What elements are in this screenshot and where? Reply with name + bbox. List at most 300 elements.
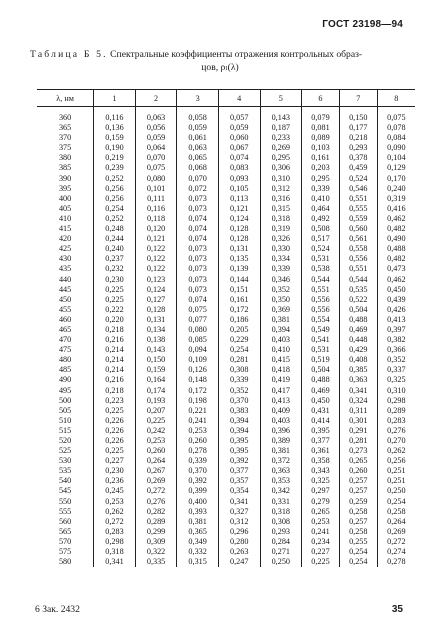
column-header-sample-1: 1 — [94, 90, 136, 107]
reflectance-cell: 0,077 — [177, 315, 219, 325]
reflectance-cell: 0,203 — [302, 163, 340, 173]
table-row — [37, 143, 415, 153]
reflectance-cell: 0,395 — [218, 446, 260, 456]
reflectance-cell: 0,229 — [218, 335, 260, 345]
reflectance-cell: 0,111 — [135, 194, 177, 204]
reflectance-cell: 0,372 — [260, 456, 302, 466]
reflectance-cell: 0,469 — [302, 386, 340, 396]
reflectance-cell: 0,143 — [260, 113, 302, 123]
table-row — [37, 174, 415, 184]
reflectance-cell: 0,301 — [339, 416, 377, 426]
reflectance-cell: 0,535 — [339, 285, 377, 295]
table-row — [37, 537, 415, 547]
reflectance-cell: 0,350 — [260, 295, 302, 305]
reflectance-cell: 0,073 — [177, 244, 219, 254]
reflectance-cell: 0,225 — [302, 557, 340, 567]
reflectance-cell: 0,273 — [339, 446, 377, 456]
reflectance-cell: 0,544 — [302, 275, 340, 285]
reflectance-cell: 0,254 — [218, 345, 260, 355]
reflectance-cell: 0,230 — [94, 275, 136, 285]
reflectance-cell: 0,293 — [260, 527, 302, 537]
wavelength-cell: 530 — [58, 456, 72, 466]
reflectance-cell: 0,341 — [94, 557, 136, 567]
reflectance-cell: 0,170 — [377, 174, 415, 184]
wavelength-cell: 560 — [58, 516, 72, 526]
reflectance-cell: 0,241 — [177, 416, 219, 426]
reflectance-cell: 0,252 — [94, 214, 136, 224]
reflectance-cell: 0,524 — [339, 174, 377, 184]
reflectance-cell: 0,272 — [94, 517, 136, 527]
reflectance-cell: 0,560 — [339, 224, 377, 234]
reflectance-cell: 0,492 — [302, 214, 340, 224]
wavelength-cell: 395 — [58, 183, 72, 193]
reflectance-cell: 0,370 — [177, 466, 219, 476]
reflectance-cell: 0,326 — [260, 234, 302, 244]
reflectance-cell: 0,172 — [177, 386, 219, 396]
wavelength-cell: 525 — [58, 446, 72, 456]
reflectance-cell: 0,101 — [135, 184, 177, 194]
reflectance-cell: 0,418 — [260, 365, 302, 375]
reflectance-cell: 0,227 — [94, 456, 136, 466]
reflectance-cell: 0,122 — [135, 244, 177, 254]
table-row — [37, 517, 415, 527]
reflectance-cell: 0,074 — [177, 295, 219, 305]
wavelength-cell: 515 — [58, 425, 72, 435]
table-row — [37, 345, 415, 355]
reflectance-cell: 0,551 — [302, 285, 340, 295]
wavelength-cell: 475 — [58, 345, 72, 355]
reflectance-cell: 0,394 — [218, 416, 260, 426]
wavelength-cell: 510 — [58, 415, 72, 425]
reflectance-cell: 0,312 — [260, 184, 302, 194]
reflectance-cell: 0,448 — [339, 335, 377, 345]
table-row — [37, 264, 415, 274]
reflectance-cell: 0,462 — [377, 214, 415, 224]
reflectance-cell: 0,260 — [177, 436, 219, 446]
reflectance-cell: 0,289 — [135, 517, 177, 527]
reflectance-cell: 0,252 — [94, 174, 136, 184]
reflectance-cell: 0,253 — [94, 497, 136, 507]
reflectance-cell: 0,161 — [218, 295, 260, 305]
caption-line-2: цов, ρₗ(λ) — [201, 62, 239, 73]
reflectance-table — [37, 89, 415, 567]
reflectance-cell: 0,346 — [260, 275, 302, 285]
reflectance-cell: 0,220 — [94, 315, 136, 325]
reflectance-cell: 0,341 — [339, 386, 377, 396]
reflectance-cell: 0,395 — [302, 426, 340, 436]
reflectance-cell: 0,551 — [339, 194, 377, 204]
reflectance-cell: 0,426 — [377, 305, 415, 315]
reflectance-cell: 0,308 — [218, 365, 260, 375]
reflectance-cell: 0,358 — [302, 456, 340, 466]
wavelength-cell: 420 — [58, 234, 72, 244]
reflectance-cell: 0,065 — [177, 153, 219, 163]
reflectance-cell: 0,063 — [177, 143, 219, 153]
wavelength-cell: 435 — [58, 264, 72, 274]
reflectance-cell: 0,370 — [218, 396, 260, 406]
table-row — [37, 194, 415, 204]
reflectance-cell: 0,131 — [135, 315, 177, 325]
reflectance-cell: 0,396 — [260, 426, 302, 436]
reflectance-cell: 0,174 — [135, 386, 177, 396]
reflectance-cell: 0,504 — [302, 365, 340, 375]
reflectance-cell: 0,429 — [339, 345, 377, 355]
wavelength-cell: 405 — [58, 203, 72, 213]
column-header-sample-4: 4 — [218, 90, 260, 107]
column-header-sample-6: 6 — [302, 90, 340, 107]
reflectance-cell: 0,254 — [339, 547, 377, 557]
reflectance-cell: 0,342 — [260, 486, 302, 496]
reflectance-cell: 0,416 — [377, 204, 415, 214]
reflectance-cell: 0,074 — [177, 224, 219, 234]
wavelength-cell: 365 — [58, 123, 72, 133]
wavelength-cell: 555 — [58, 506, 72, 516]
column-header-sample-3: 3 — [177, 90, 219, 107]
table-row — [37, 456, 415, 466]
reflectance-cell: 0,057 — [218, 113, 260, 123]
reflectance-cell: 0,392 — [218, 456, 260, 466]
reflectance-cell: 0,227 — [302, 547, 340, 557]
reflectance-cell: 0,063 — [135, 113, 177, 123]
reflectance-cell: 0,439 — [377, 295, 415, 305]
reflectance-cell: 0,399 — [177, 486, 219, 496]
reflectance-cell: 0,310 — [377, 386, 415, 396]
reflectance-cell: 0,251 — [377, 466, 415, 476]
reflectance-cell: 0,357 — [218, 476, 260, 486]
reflectance-cell: 0,296 — [218, 527, 260, 537]
reflectance-cell: 0,128 — [218, 234, 260, 244]
reflectance-cell: 0,259 — [339, 497, 377, 507]
reflectance-cell: 0,450 — [377, 285, 415, 295]
reflectance-cell: 0,409 — [260, 406, 302, 416]
wavelength-cell: 535 — [58, 466, 72, 476]
reflectance-cell: 0,073 — [177, 275, 219, 285]
reflectance-cell: 0,508 — [302, 224, 340, 234]
wavelength-cell: 465 — [58, 324, 72, 334]
table-row — [37, 123, 415, 133]
reflectance-cell: 0,260 — [339, 466, 377, 476]
reflectance-cell: 0,139 — [218, 264, 260, 274]
reflectance-cell: 0,257 — [339, 517, 377, 527]
reflectance-cell: 0,177 — [339, 123, 377, 133]
table-row — [37, 204, 415, 214]
reflectance-cell: 0,121 — [135, 234, 177, 244]
reflectance-cell: 0,297 — [302, 486, 340, 496]
reflectance-cell: 0,244 — [94, 234, 136, 244]
table-row — [37, 254, 415, 264]
reflectance-cell: 0,105 — [218, 184, 260, 194]
reflectance-cell: 0,059 — [177, 123, 219, 133]
reflectance-cell: 0,254 — [377, 497, 415, 507]
reflectance-cell: 0,264 — [377, 517, 415, 527]
reflectance-cell: 0,318 — [94, 547, 136, 557]
reflectance-cell: 0,232 — [94, 264, 136, 274]
table-row — [37, 305, 415, 315]
reflectance-cell: 0,517 — [302, 234, 340, 244]
reflectance-cell: 0,352 — [260, 285, 302, 295]
wavelength-cell: 410 — [58, 213, 72, 223]
reflectance-cell: 0,267 — [135, 466, 177, 476]
reflectance-cell: 0,394 — [218, 426, 260, 436]
reflectance-cell: 0,522 — [339, 295, 377, 305]
reflectance-cell: 0,283 — [377, 416, 415, 426]
column-header-wavelength: λ, нм — [37, 90, 94, 107]
reflectance-cell: 0,207 — [135, 406, 177, 416]
reflectance-cell: 0,272 — [377, 537, 415, 547]
wavelength-cell: 470 — [58, 335, 72, 345]
column-header-sample-7: 7 — [339, 90, 377, 107]
reflectance-cell: 0,469 — [339, 325, 377, 335]
reflectance-cell: 0,257 — [339, 486, 377, 496]
table-row — [37, 244, 415, 254]
wavelength-cell: 385 — [58, 163, 72, 173]
reflectance-cell: 0,128 — [135, 305, 177, 315]
table-row — [37, 557, 415, 567]
reflectance-cell: 0,482 — [377, 254, 415, 264]
reflectance-cell: 0,248 — [94, 224, 136, 234]
reflectance-cell: 0,538 — [302, 264, 340, 274]
reflectance-cell: 0,271 — [260, 547, 302, 557]
reflectance-cell: 0,559 — [339, 214, 377, 224]
table-row — [37, 446, 415, 456]
reflectance-cell: 0,343 — [302, 466, 340, 476]
reflectance-cell: 0,230 — [94, 466, 136, 476]
reflectance-cell: 0,519 — [302, 355, 340, 365]
reflectance-cell: 0,473 — [377, 264, 415, 274]
column-header-sample-2: 2 — [135, 90, 177, 107]
wavelength-cell: 480 — [58, 355, 72, 365]
reflectance-cell: 0,216 — [94, 335, 136, 345]
reflectance-cell: 0,074 — [177, 234, 219, 244]
reflectance-cell: 0,488 — [339, 315, 377, 325]
reflectance-cell: 0,415 — [260, 355, 302, 365]
table-row — [37, 153, 415, 163]
reflectance-cell: 0,276 — [135, 497, 177, 507]
wavelength-cell: 460 — [58, 314, 72, 324]
reflectance-cell: 0,258 — [339, 527, 377, 537]
reflectance-cell: 0,205 — [218, 325, 260, 335]
reflectance-cell: 0,247 — [218, 557, 260, 567]
table-row — [37, 335, 415, 345]
reflectance-cell: 0,385 — [339, 365, 377, 375]
table-body — [37, 107, 415, 568]
reflectance-cell: 0,061 — [177, 133, 219, 143]
column-header-sample-8: 8 — [377, 90, 415, 107]
reflectance-cell: 0,482 — [377, 224, 415, 234]
reflectance-cell: 0,136 — [94, 123, 136, 133]
reflectance-cell: 0,240 — [94, 244, 136, 254]
reflectance-cell: 0,222 — [94, 305, 136, 315]
reflectance-cell: 0,306 — [260, 163, 302, 173]
reflectance-cell: 0,073 — [177, 204, 219, 214]
reflectance-cell: 0,352 — [377, 355, 415, 365]
reflectance-cell: 0,258 — [377, 507, 415, 517]
reflectance-cell: 0,081 — [302, 123, 340, 133]
reflectance-cell: 0,159 — [94, 133, 136, 143]
reflectance-cell: 0,349 — [177, 537, 219, 547]
wavelength-cell: 450 — [58, 294, 72, 304]
table-row — [37, 476, 415, 486]
wavelength-cell: 540 — [58, 476, 72, 486]
reflectance-cell: 0,258 — [339, 507, 377, 517]
reflectance-cell: 0,218 — [94, 325, 136, 335]
reflectance-cell: 0,250 — [260, 557, 302, 567]
reflectance-cell: 0,265 — [339, 456, 377, 466]
reflectance-cell: 0,274 — [377, 547, 415, 557]
reflectance-cell: 0,531 — [302, 254, 340, 264]
wavelength-cell: 495 — [58, 385, 72, 395]
reflectance-cell: 0,556 — [302, 295, 340, 305]
wavelength-cell: 440 — [58, 274, 72, 284]
table-row — [37, 224, 415, 234]
reflectance-cell: 0,124 — [135, 285, 177, 295]
reflectance-cell: 0,278 — [377, 557, 415, 567]
reflectance-cell: 0,073 — [177, 194, 219, 204]
reflectance-cell: 0,151 — [218, 285, 260, 295]
reflectance-cell: 0,369 — [260, 305, 302, 315]
reflectance-cell: 0,366 — [377, 345, 415, 355]
reflectance-cell: 0,464 — [302, 204, 340, 214]
reflectance-cell: 0,414 — [302, 416, 340, 426]
reflectance-cell: 0,282 — [135, 507, 177, 517]
reflectance-cell: 0,551 — [339, 264, 377, 274]
reflectance-cell: 0,400 — [177, 497, 219, 507]
reflectance-cell: 0,315 — [260, 204, 302, 214]
reflectance-cell: 0,234 — [302, 537, 340, 547]
reflectance-cell: 0,074 — [177, 214, 219, 224]
reflectance-cell: 0,253 — [135, 436, 177, 446]
reflectance-cell: 0,309 — [135, 537, 177, 547]
reflectance-cell: 0,073 — [177, 285, 219, 295]
table-row — [37, 295, 415, 305]
table-row — [37, 406, 415, 416]
reflectance-cell: 0,319 — [377, 194, 415, 204]
reflectance-cell: 0,260 — [135, 446, 177, 456]
reflectance-cell: 0,093 — [218, 174, 260, 184]
reflectance-cell: 0,395 — [218, 436, 260, 446]
reflectance-cell: 0,186 — [218, 315, 260, 325]
reflectance-cell: 0,236 — [94, 476, 136, 486]
reflectance-cell: 0,223 — [94, 396, 136, 406]
reflectance-cell: 0,556 — [302, 305, 340, 315]
reflectance-cell: 0,289 — [377, 406, 415, 416]
reflectance-cell: 0,219 — [94, 153, 136, 163]
reflectance-cell: 0,334 — [260, 254, 302, 264]
reflectance-cell: 0,225 — [94, 446, 136, 456]
reflectance-cell: 0,144 — [218, 275, 260, 285]
table-row — [37, 507, 415, 517]
reflectance-cell: 0,394 — [260, 325, 302, 335]
reflectance-cell: 0,150 — [339, 113, 377, 123]
reflectance-cell: 0,126 — [177, 365, 219, 375]
reflectance-cell: 0,225 — [94, 295, 136, 305]
reflectance-cell: 0,251 — [377, 476, 415, 486]
wavelength-cell: 375 — [58, 143, 72, 153]
reflectance-cell: 0,094 — [177, 345, 219, 355]
reflectance-cell: 0,318 — [260, 214, 302, 224]
reflectance-cell: 0,462 — [377, 275, 415, 285]
reflectance-cell: 0,109 — [177, 355, 219, 365]
reflectance-cell: 0,216 — [94, 375, 136, 385]
table-row — [37, 436, 415, 446]
reflectance-cell: 0,059 — [135, 133, 177, 143]
reflectance-cell: 0,120 — [135, 224, 177, 234]
reflectance-cell: 0,058 — [177, 113, 219, 123]
reflectance-cell: 0,161 — [302, 153, 340, 163]
reflectance-cell: 0,067 — [218, 143, 260, 153]
reflectance-cell: 0,280 — [218, 537, 260, 547]
wavelength-cell: 360 — [58, 113, 72, 122]
reflectance-cell: 0,316 — [260, 194, 302, 204]
reflectance-cell: 0,190 — [94, 143, 136, 153]
reflectance-cell: 0,059 — [218, 123, 260, 133]
reflectance-cell: 0,240 — [377, 184, 415, 194]
reflectance-cell: 0,218 — [339, 133, 377, 143]
table-row — [37, 184, 415, 194]
reflectance-cell: 0,084 — [377, 133, 415, 143]
reflectance-cell: 0,322 — [135, 547, 177, 557]
reflectance-cell: 0,254 — [94, 204, 136, 214]
reflectance-cell: 0,339 — [260, 264, 302, 274]
reflectance-cell: 0,272 — [135, 486, 177, 496]
reflectance-cell: 0,312 — [218, 517, 260, 527]
table-row — [37, 214, 415, 224]
reflectance-cell: 0,488 — [377, 244, 415, 254]
reflectance-cell: 0,255 — [339, 537, 377, 547]
reflectance-cell: 0,089 — [302, 133, 340, 143]
reflectance-cell: 0,488 — [302, 375, 340, 385]
reflectance-cell: 0,319 — [260, 224, 302, 234]
reflectance-cell: 0,131 — [218, 244, 260, 254]
reflectance-cell: 0,558 — [339, 244, 377, 254]
reflectance-cell: 0,187 — [260, 123, 302, 133]
table-label: Таблица Б 5. — [30, 49, 108, 60]
reflectance-cell: 0,278 — [177, 446, 219, 456]
reflectance-cell: 0,214 — [94, 365, 136, 375]
reflectance-cell: 0,253 — [302, 517, 340, 527]
reflectance-cell: 0,256 — [377, 456, 415, 466]
reflectance-cell: 0,324 — [339, 396, 377, 406]
table-row — [37, 375, 415, 385]
reflectance-cell: 0,123 — [135, 275, 177, 285]
reflectance-cell: 0,060 — [218, 133, 260, 143]
reflectance-cell: 0,325 — [302, 476, 340, 486]
reflectance-cell: 0,164 — [135, 375, 177, 385]
reflectance-cell: 0,341 — [218, 497, 260, 507]
table-row — [37, 527, 415, 537]
wavelength-cell: 500 — [58, 395, 72, 405]
wavelength-cell: 485 — [58, 365, 72, 375]
reflectance-cell: 0,270 — [377, 436, 415, 446]
reflectance-cell: 0,073 — [177, 264, 219, 274]
wavelength-cell: 505 — [58, 405, 72, 415]
reflectance-cell: 0,381 — [260, 446, 302, 456]
reflectance-cell: 0,269 — [260, 143, 302, 153]
reflectance-cell: 0,254 — [339, 557, 377, 567]
reflectance-cell: 0,150 — [135, 355, 177, 365]
reflectance-cell: 0,116 — [94, 113, 136, 123]
reflectance-cell: 0,337 — [377, 365, 415, 375]
reflectance-cell: 0,378 — [339, 153, 377, 163]
reflectance-cell: 0,075 — [377, 113, 415, 123]
reflectance-cell: 0,335 — [135, 557, 177, 567]
wavelength-cell: 565 — [58, 526, 72, 536]
reflectance-cell: 0,256 — [94, 184, 136, 194]
reflectance-cell: 0,078 — [377, 123, 415, 133]
reflectance-cell: 0,226 — [94, 416, 136, 426]
reflectance-cell: 0,419 — [260, 375, 302, 385]
reflectance-cell: 0,327 — [218, 507, 260, 517]
